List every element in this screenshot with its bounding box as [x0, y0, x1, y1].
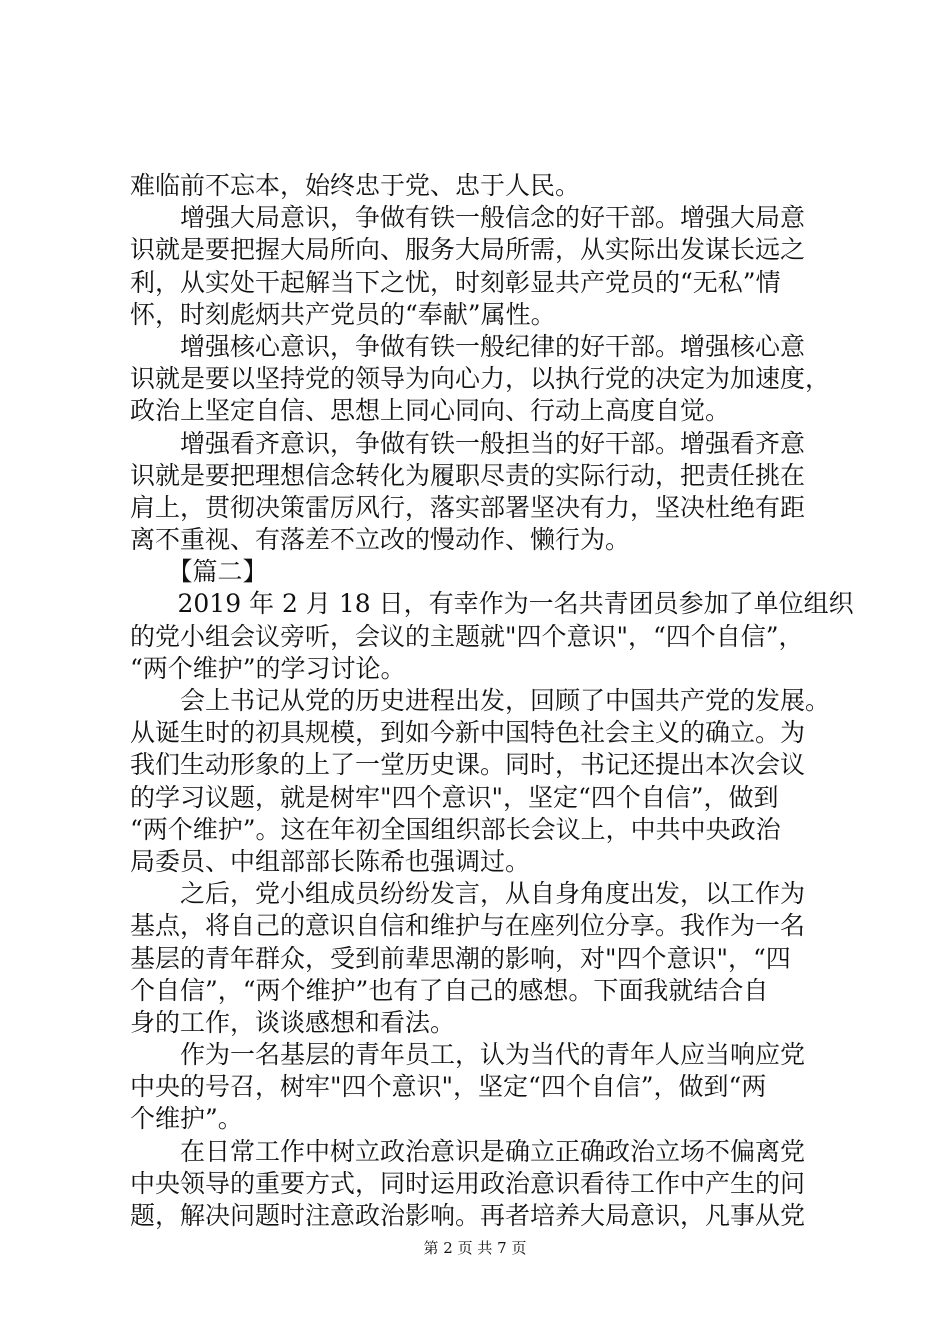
text-line: 我们生动形象的上了一堂历史课。同时，书记还提出本次会议 [130, 750, 806, 780]
text-line: 政治上坚定自信、思想上同心同向、行动上高度自觉。 [130, 396, 731, 426]
text-line: “两个维护”的学习讨论。 [130, 653, 406, 683]
text-line: 增强大局意识，争做有铁一般信念的好干部。增强大局意 [180, 203, 806, 233]
text-line: 作为一名基层的青年员工，认为当代的青年人应当响应党 [180, 1040, 806, 1070]
text-line: 利，从实处干起解当下之忧，时刻彰显共产党员的“无私”情 [130, 267, 781, 297]
text-line: 怀，时刻彪炳共产党员的“奉献”属性。 [130, 299, 556, 329]
text-line: 2019 年 2 月 18 日，有幸作为一名共青团员参加了单位组织 [177, 589, 854, 619]
text-line: “两个维护”。这在年初全国组织部长会议上，中共中央政治 [130, 814, 781, 844]
text-line: 识就是要把理想信念转化为履职尽责的实际行动，把责任挑在 [130, 460, 806, 490]
text-line: 个维护”。 [130, 1104, 243, 1134]
text-line: 局委员、中组部部长陈希也强调过。 [130, 846, 531, 876]
text-line: 识就是要以坚持党的领导为向心力，以执行党的决定为加速度， [130, 364, 831, 394]
text-line: 个自信”，“两个维护”也有了自己的感想。下面我就结合自 [130, 975, 769, 1005]
text-line: 识就是要把握大局所向、服务大局所需，从实际出发谋长远之 [130, 235, 806, 265]
text-line: 身的工作，谈谈感想和看法。 [130, 1007, 456, 1037]
text-line: 在日常工作中树立政治意识是确立正确政治立场不偏离党 [180, 1136, 806, 1166]
document-body [130, 170, 854, 1232]
text-line: 难临前不忘本，始终忠于党、忠于人民。 [130, 171, 581, 200]
text-line: 离不重视、有落差不立改的慢动作、懒行为。 [130, 525, 631, 555]
text-line: 从诞生时的初具规模，到如今新中国特色社会主义的确立。为 [130, 718, 806, 748]
text-line: 题，解决问题时注意政治影响。再者培养大局意识，凡事从党 [130, 1201, 806, 1230]
text-line: 会上书记从党的历史进程出发，回顾了中国共产党的发展。 [180, 686, 831, 715]
text-line: 基点，将自己的意识自信和维护与在座列位分享。我作为一名 [130, 911, 806, 941]
text-line: 中央的号召，树牢"四个意识"，坚定“四个自信”，做到“两 [130, 1072, 767, 1102]
text-line: 的学习议题，就是树牢"四个意识"，坚定“四个自信”，做到 [130, 782, 779, 812]
text-line: 基层的青年群众，受到前辈思潮的影响，对"四个意识"，“四 [130, 943, 791, 973]
page-footer: 第 2 页 共 7 页 [423, 1239, 527, 1257]
text-line: 【篇二】 [167, 557, 268, 587]
text-line: 增强看齐意识，争做有铁一般担当的好干部。增强看齐意 [180, 428, 806, 458]
text-line: 的党小组会议旁听，会议的主题就"四个意识"，“四个自信”， [130, 621, 804, 651]
text-line: 之后，党小组成员纷纷发言，从自身角度出发，以工作为 [180, 879, 806, 909]
text-line: 肩上，贯彻决策雷厉风行，落实部署坚决有力，坚决杜绝有距 [130, 492, 806, 522]
text-line: 中央领导的重要方式，同时运用政治意识看待工作中产生的问 [130, 1168, 806, 1198]
text-line: 增强核心意识，争做有铁一般纪律的好干部。增强核心意 [180, 331, 806, 361]
